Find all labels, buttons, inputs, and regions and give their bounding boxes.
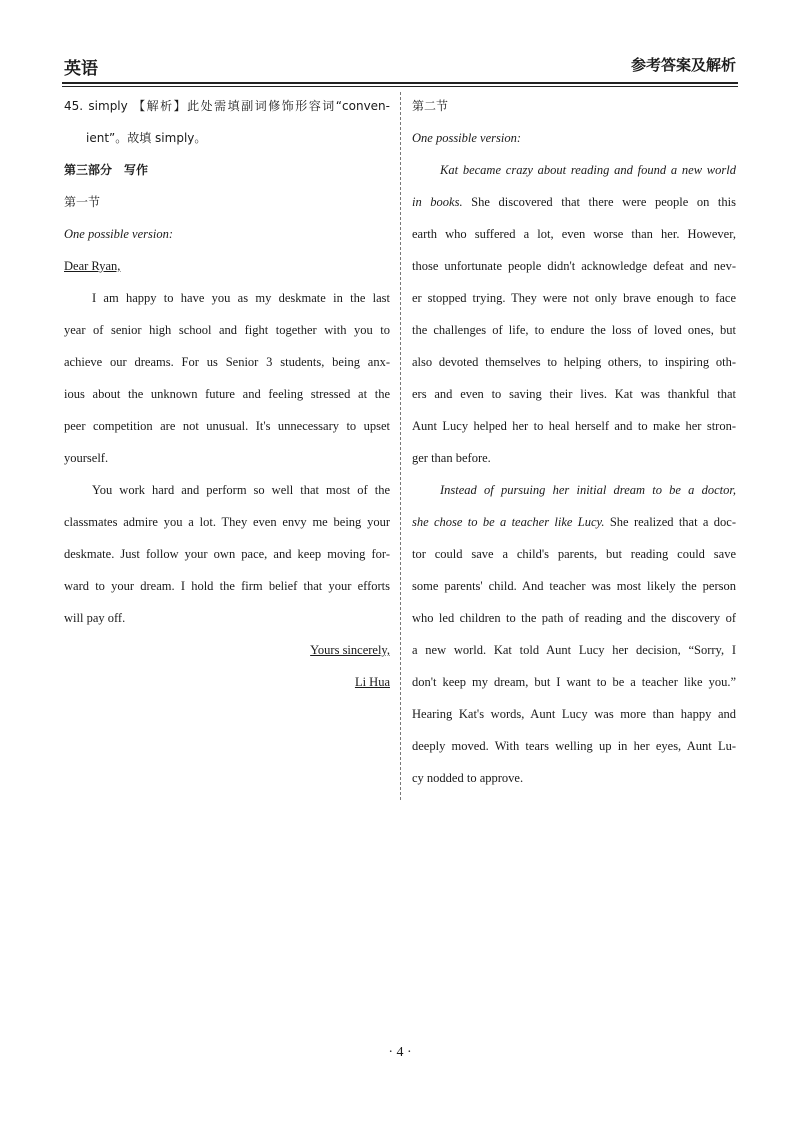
section2-heading: 第二节: [412, 99, 449, 113]
story-p2-line: a new world. Kat told Aunt Lucy her decision, “Sorry, I: [412, 643, 736, 657]
story-p2-line: who led children to the path of reading and the discovery of: [412, 611, 736, 625]
letter-p1-line: peer competition are not unusual. It's unnecessary to upset: [64, 419, 390, 433]
story-p2-line: she chose to be a teacher like Lucy. She realized that a doc-: [412, 515, 736, 529]
right-column: [412, 90, 736, 794]
section-title: 参考答案及解析: [630, 56, 736, 74]
letter-p2-line: will pay off.: [64, 611, 126, 625]
story-p1-line: ger than before.: [412, 451, 491, 465]
section1-heading: 第一节: [64, 195, 101, 209]
letter-salutation: Dear Ryan,: [64, 259, 121, 273]
header-rule: [62, 82, 738, 84]
story-p2-line: tor could save a child's parents, but reading could save: [412, 547, 736, 561]
letter-p2-line: classmates admire you a lot. They even envy me being your: [64, 515, 390, 529]
letter-signature: Li Hua: [354, 675, 390, 689]
story-p2-line: some parents' child. And teacher was most likely the person: [412, 579, 736, 593]
story-p2-line: deeply moved. With tears welling up in her eyes, Aunt Lu-: [412, 739, 736, 753]
column-divider: [400, 92, 401, 800]
story-p2-line: cy nodded to approve.: [412, 771, 524, 785]
page-number: · 4 ·: [388, 1045, 412, 1060]
story-p1-line: those unfortunate people didn't acknowledge defeat and nev-: [412, 259, 736, 273]
story-p2-line: Hearing Kat's words, Aunt Lucy was more than happy and: [412, 707, 736, 721]
story-p1-line: earth who suffered a lot, even worse than her. However,: [412, 227, 736, 241]
possible-version-label: One possible version:: [412, 131, 522, 145]
letter-p2-line: You work hard and perform so well that most of the: [92, 483, 390, 497]
story-p1-line: the challenges of life, to endure the loss of loved ones, but: [412, 323, 736, 337]
story-p2-line: don't keep my dream, but I want to be a teacher like you.”: [412, 675, 736, 689]
part3-heading: 第三部分 写作: [64, 163, 149, 177]
header-rule-thin: [62, 86, 738, 87]
story-p1-line: in books. She discovered that there were people on this: [412, 195, 736, 209]
letter-p1-line: yourself.: [64, 451, 109, 465]
q45-answer-line1: 45. simply 【解析】此处需填副词修饰形容词“conven-: [64, 99, 390, 113]
letter-p1-line: achieve our dreams. For us Senior 3 students, being anx-: [64, 355, 390, 369]
letter-closing: Yours sincerely,: [310, 643, 390, 657]
letter-p2-line: deskmate. Just follow your own pace, and keep moving for-: [64, 547, 390, 561]
story-p1-line: also devoted themselves to helping others, to inspiring oth-: [412, 355, 736, 369]
letter-p1-line: year of senior high school and fight together with you to: [64, 323, 390, 337]
subject-title: 英语: [64, 59, 98, 79]
story-p1-line: er stopped trying. They were not only brave enough to face: [412, 291, 736, 305]
story-p1-line: ers and even to saving their lives. Kat was thankful that: [412, 387, 736, 401]
letter-p2-line: ward to your dream. I hold the firm belief that your efforts: [64, 579, 390, 593]
q45-answer-line2: ient”。故填 simply。: [86, 131, 207, 145]
possible-version-label: One possible version:: [64, 227, 174, 241]
story-p2-line: Instead of pursuing her initial dream to be a doctor,: [440, 483, 736, 497]
letter-p1-line: ious about the unknown future and feeling stressed at the: [64, 387, 390, 401]
letter-p1-line: I am happy to have you as my deskmate in the last: [92, 291, 390, 305]
left-column: [64, 90, 390, 698]
story-p1-line: Kat became crazy about reading and found a new world: [440, 163, 736, 177]
story-p1-line: Aunt Lucy helped her to heal herself and to make her stron-: [412, 419, 736, 433]
